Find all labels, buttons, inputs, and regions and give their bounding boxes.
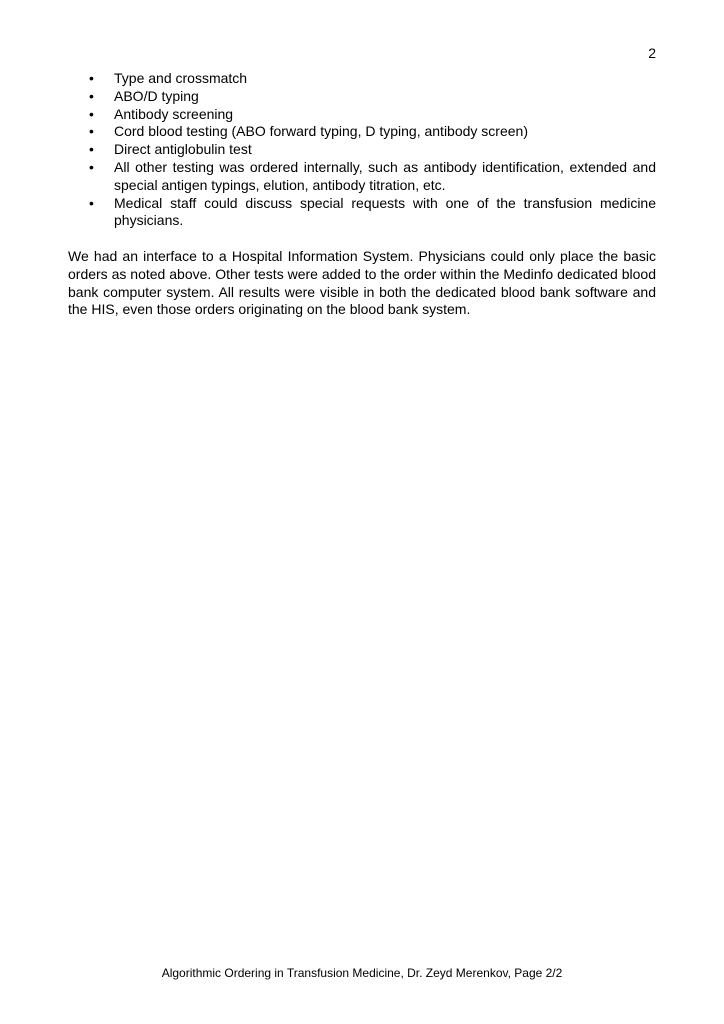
page-footer: Algorithmic Ordering in Transfusion Medicine, Dr. Zeyd Merenkov, Page 2/2	[161, 966, 563, 980]
bullet-icon: •	[89, 105, 94, 122]
bullet-icon: •	[89, 70, 94, 86]
bullet-icon: •	[89, 141, 94, 158]
bullet-icon: •	[89, 194, 94, 211]
list-item	[68, 88, 656, 106]
bullet-icon: •	[89, 123, 94, 140]
list-item-text: Antibody screening	[114, 105, 234, 122]
list-item	[68, 123, 656, 141]
bullet-icon: •	[89, 158, 94, 175]
list-item-text: Type and crossmatch	[114, 70, 248, 86]
bullet-list	[68, 70, 656, 230]
bullet-icon: •	[89, 87, 94, 104]
list-item-text: All other testing was ordered internally, such as antibody identification, extended and special antigen typings, elution, antibody titration, etc.	[114, 158, 656, 193]
list-item	[68, 195, 656, 231]
list-item-text: Direct antiglobulin test	[114, 141, 252, 158]
list-item	[68, 70, 656, 88]
list-item	[68, 141, 656, 159]
list-item	[68, 106, 656, 124]
list-item-text: Medical staff could discuss special requests with one of the transfusion medicine physicians.	[114, 194, 656, 229]
body-paragraph: We had an interface to a Hospital Information System. Physicians could only place the basic orders as noted above. Other tests were added to the order within the Medinfo dedicated blood bank computer system. All results were visible in both the dedicated blood bank software and the HIS, even those orders originating on the blood bank system.	[68, 247, 656, 318]
document-body	[68, 70, 656, 319]
list-item-text: ABO/D typing	[114, 87, 199, 104]
page-number: 2	[648, 45, 656, 61]
list-item-text: Cord blood testing (ABO forward typing, D typing, antibody screen)	[114, 123, 528, 140]
list-item	[68, 159, 656, 195]
